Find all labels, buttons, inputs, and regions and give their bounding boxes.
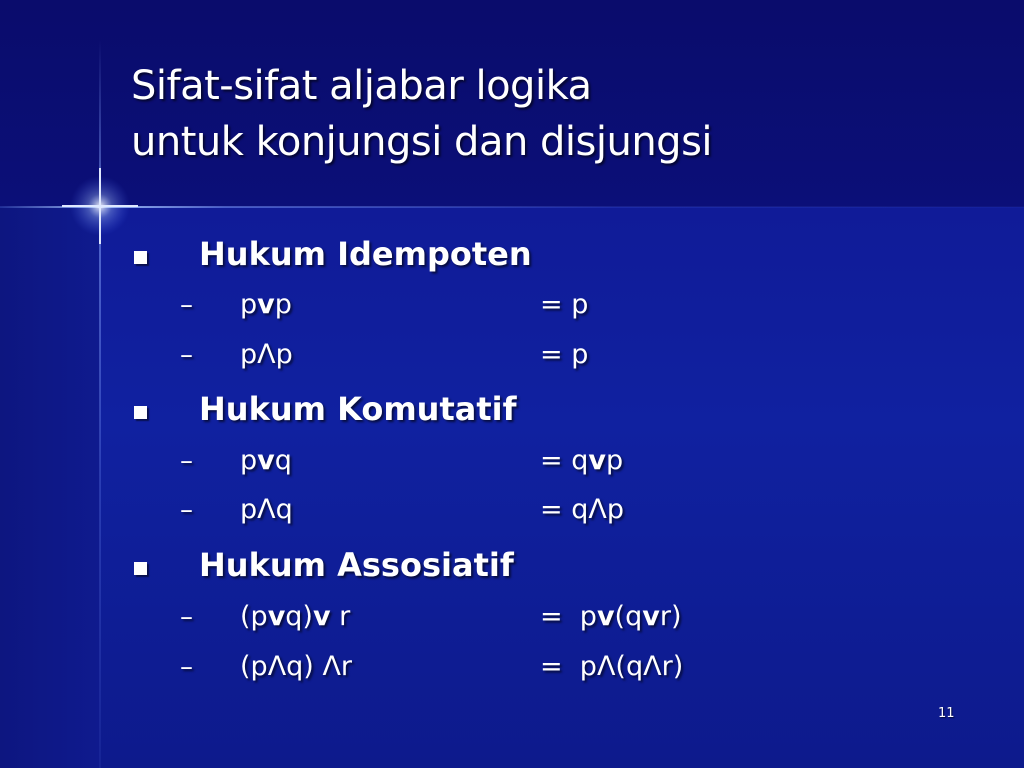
left-band xyxy=(0,207,100,768)
title-line-2: untuk konjungsi dan disjungsi xyxy=(131,119,713,165)
expression-left: pvq xyxy=(240,445,292,476)
section-heading-assosiatif: Hukum Assosiatif xyxy=(199,546,514,584)
section-heading-idempoten: Hukum Idempoten xyxy=(199,235,532,273)
title-line-1: Sifat-sifat aljabar logika xyxy=(131,63,592,109)
expression-right: = qΛp xyxy=(540,494,624,525)
expression-left: pvp xyxy=(240,289,292,320)
bullet-square-icon xyxy=(134,562,147,575)
expression-left: (pvq)v r xyxy=(240,601,351,632)
vertical-accent-line xyxy=(99,40,101,768)
horizontal-accent-line xyxy=(0,206,1024,208)
expression-right: = pv(qvr) xyxy=(540,601,682,632)
expression-right: = p xyxy=(540,289,589,320)
dash-marker: – xyxy=(180,495,193,525)
dash-marker: – xyxy=(180,446,193,476)
slide-title xyxy=(131,58,712,170)
page-number: 11 xyxy=(938,706,955,721)
expression-right: = p xyxy=(540,339,589,370)
bullet-square-icon xyxy=(134,251,147,264)
expression-left: pΛp xyxy=(240,339,293,370)
expression-left: pΛq xyxy=(240,494,293,525)
expression-left: (pΛq) Λr xyxy=(240,651,353,682)
expression-right: = pΛ(qΛr) xyxy=(540,651,684,682)
dash-marker: – xyxy=(180,340,193,370)
expression-right: = qvp xyxy=(540,445,624,476)
bullet-square-icon xyxy=(134,406,147,419)
dash-marker: – xyxy=(180,602,193,632)
sparkle-icon xyxy=(60,166,140,246)
dash-marker: – xyxy=(180,290,193,320)
dash-marker: – xyxy=(180,652,193,682)
section-heading-komutatif: Hukum Komutatif xyxy=(199,390,517,428)
